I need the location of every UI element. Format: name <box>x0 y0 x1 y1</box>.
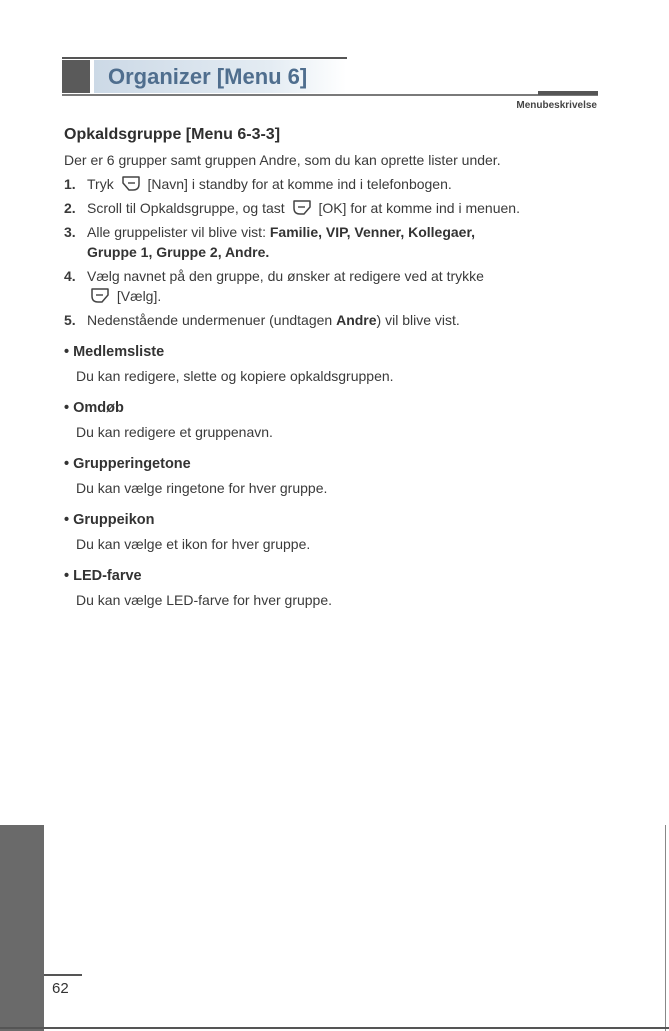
step-text: Vælg navnet på den gruppe, du ønsker at redigere ved at trykke <box>87 268 484 284</box>
feature-title: • Grupperingetone <box>64 456 191 472</box>
step-text: Alle gruppelister vil blive vist: <box>87 224 266 240</box>
group-list-bold: Familie, VIP, Venner, Kollegaer, <box>269 224 476 240</box>
step-number: 1. <box>64 176 76 192</box>
step-number: 5. <box>64 312 76 328</box>
page-number-rule <box>44 974 82 976</box>
section-heading: Opkaldsgruppe [Menu 6-3-3] <box>64 126 281 143</box>
chapter-side-tab <box>0 825 44 1031</box>
step-text: [Navn] i standby for at komme ind i telefonbogen. <box>147 176 452 192</box>
step-item <box>64 266 604 306</box>
step-item <box>64 310 604 330</box>
feature-description: Du kan redigere et gruppenavn. <box>76 424 273 440</box>
page-content <box>64 126 604 610</box>
feature-title: • Medlemsliste <box>64 344 165 360</box>
left-soft-key-icon <box>291 199 313 216</box>
step-text: ) vil blive vist. <box>376 312 460 328</box>
feature-item <box>64 566 604 610</box>
feature-title: • Omdøb <box>64 400 124 416</box>
step-number: 2. <box>64 200 76 216</box>
feature-title: • LED-farve <box>64 568 142 584</box>
feature-item <box>64 398 604 442</box>
andre-bold: Andre <box>336 312 377 328</box>
feature-description: Du kan vælge et ikon for hver gruppe. <box>76 536 311 552</box>
left-soft-key-icon <box>89 287 111 304</box>
page-edge-line <box>665 825 666 1031</box>
header-top-line <box>62 57 347 59</box>
intro-text: Der er 6 grupper samt gruppen Andre, som du kan oprette lister under. <box>64 152 501 168</box>
step-text: Scroll til Opkaldsgruppe, og tast <box>87 200 285 216</box>
header-block <box>62 60 90 93</box>
step-text: [OK] for at komme ind i menuen. <box>318 200 520 216</box>
right-soft-key-icon <box>120 175 142 192</box>
group-list-bold: Gruppe 1, Gruppe 2, Andre. <box>87 244 270 260</box>
header-rule <box>62 94 598 96</box>
feature-description: Du kan vælge ringetone for hver gruppe. <box>76 480 328 496</box>
page-bottom-line <box>0 1027 669 1029</box>
step-text: Tryk <box>87 176 114 192</box>
step-number: 3. <box>64 224 76 240</box>
chapter-title: Organizer [Menu 6] <box>108 64 308 89</box>
feature-title: • Gruppeikon <box>64 512 155 528</box>
page-number: 62 <box>52 980 69 997</box>
feature-description: Du kan redigere, slette og kopiere opkaldsgruppen. <box>76 368 394 384</box>
step-item <box>64 198 604 218</box>
feature-description: Du kan vælge LED-farve for hver gruppe. <box>76 592 333 608</box>
steps-list <box>64 174 604 330</box>
feature-item <box>64 454 604 498</box>
step-item <box>64 174 604 194</box>
feature-item <box>64 510 604 554</box>
step-text: Nedenstående undermenuer (undtagen <box>87 312 333 328</box>
feature-item <box>64 342 604 386</box>
step-number: 4. <box>64 268 76 284</box>
section-label: Menubeskrivelse <box>516 100 597 111</box>
step-text: [Vælg]. <box>116 288 162 304</box>
step-item <box>64 222 604 262</box>
header-rule-accent <box>538 91 598 95</box>
